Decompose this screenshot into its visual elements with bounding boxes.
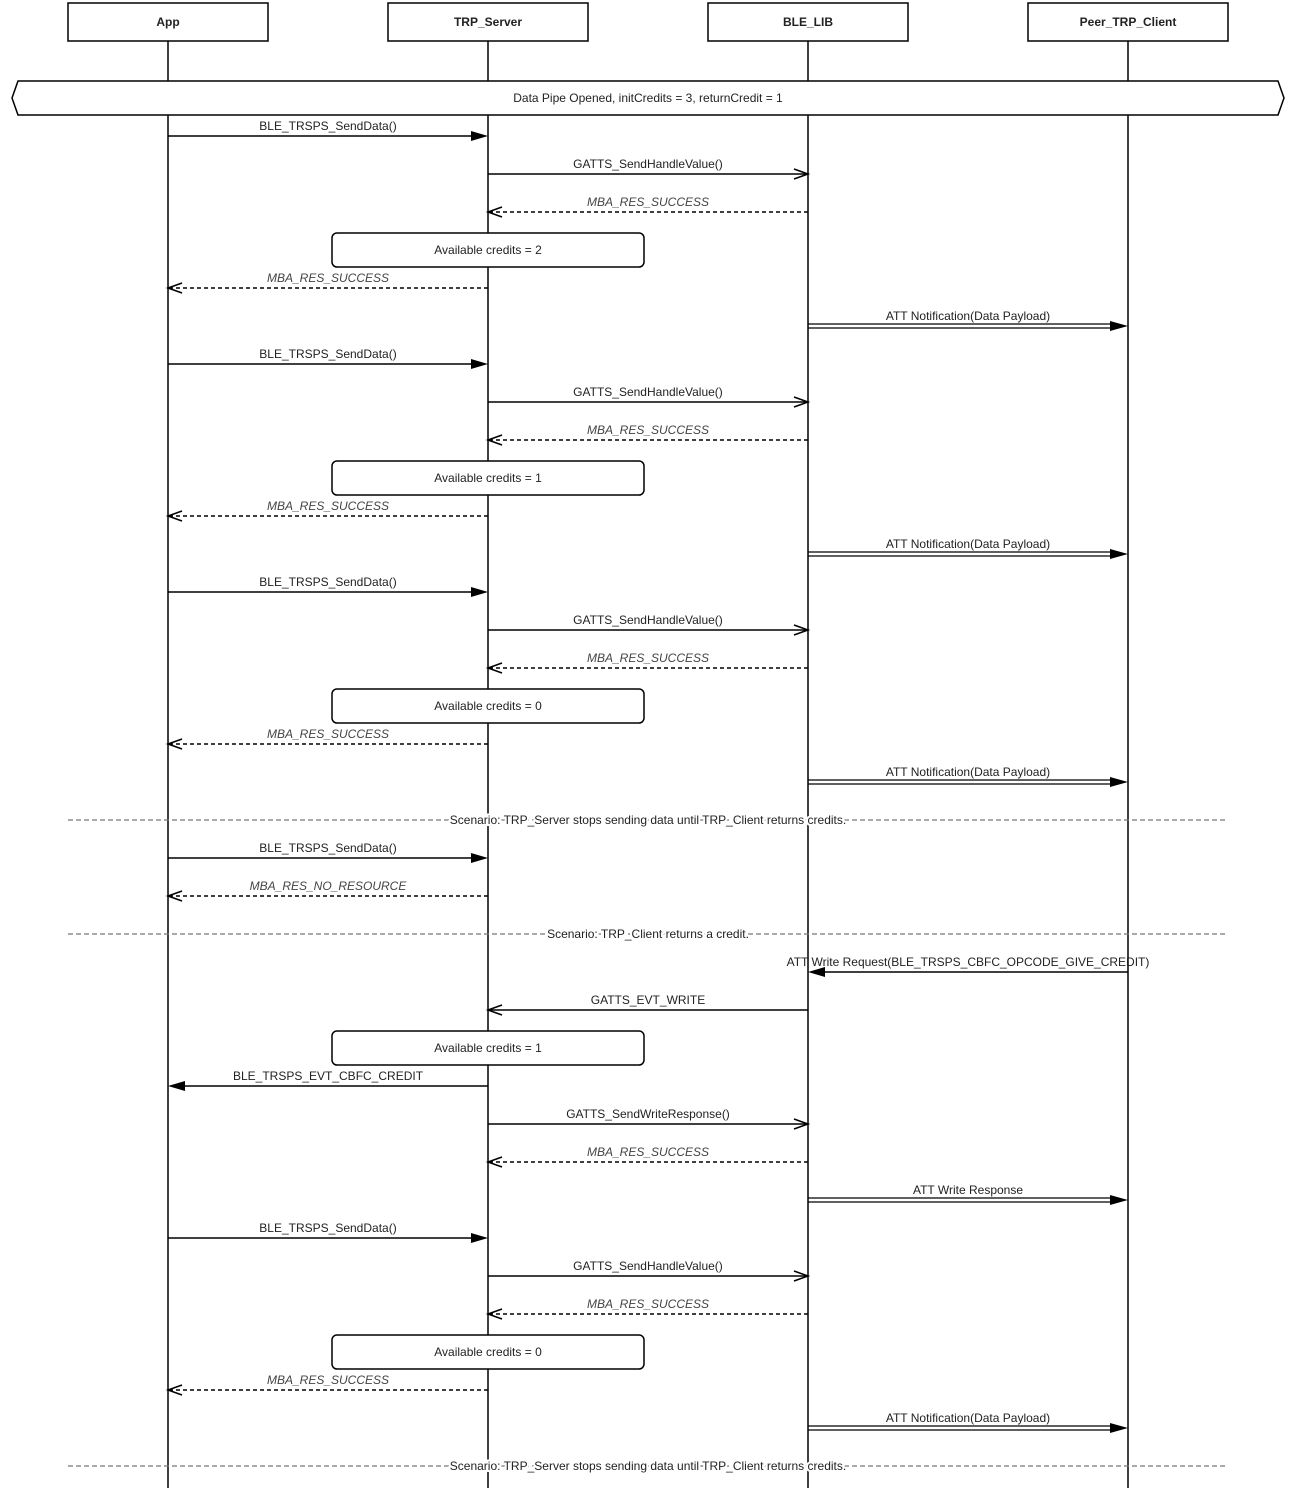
message-double	[808, 1183, 1128, 1205]
message-label: GATTS_SendHandleValue()	[573, 385, 723, 399]
message-double	[808, 765, 1128, 787]
credit-note	[332, 461, 644, 495]
arrow-head-icon	[1110, 1195, 1128, 1205]
message-label: ATT Notification(Data Payload)	[885, 309, 1051, 323]
credit-note	[332, 1335, 644, 1369]
message-label: MBA_RES_SUCCESS	[586, 651, 710, 665]
arrow-head-icon	[471, 131, 488, 141]
arrow-head-icon	[1110, 321, 1128, 331]
divider-label: Scenario: TRP_Client returns a credit.	[547, 927, 749, 941]
message-label: ATT Write Response	[912, 1183, 1024, 1197]
message-label: GATTS_SendWriteResponse()	[566, 1107, 730, 1121]
message-async	[488, 385, 808, 407]
credit-note	[332, 233, 644, 267]
note-label: Available credits = 0	[434, 699, 542, 713]
arrow-head-icon	[1110, 549, 1128, 559]
message-async	[488, 613, 808, 635]
actor-label: TRP_Server	[453, 15, 523, 29]
divider-label: Scenario: TRP_Server stops sending data until TRP_Client returns credits.	[449, 1459, 847, 1473]
actor-app	[68, 3, 268, 41]
message-label: BLE_TRSPS_SendData()	[259, 575, 397, 589]
note-label: Available credits = 1	[434, 1041, 542, 1055]
message-label: BLE_TRSPS_SendData()	[259, 1221, 397, 1235]
message-label: MBA_RES_SUCCESS	[266, 1373, 390, 1387]
message-return	[488, 1145, 808, 1167]
message-sync	[787, 955, 1150, 977]
divider-label: Scenario: TRP_Server stops sending data until TRP_Client returns credits.	[449, 813, 847, 827]
note-label: Available credits = 0	[434, 1345, 542, 1359]
message-label: GATTS_SendHandleValue()	[573, 157, 723, 171]
arrow-head-icon	[471, 1233, 488, 1243]
message-label: MBA_RES_SUCCESS	[266, 271, 390, 285]
message-label: GATTS_SendHandleValue()	[573, 1259, 723, 1273]
message-label: MBA_RES_SUCCESS	[266, 727, 390, 741]
banner-label: Data Pipe Opened, initCredits = 3, returnCredit = 1	[513, 91, 783, 105]
message-async	[488, 993, 808, 1015]
message-return	[168, 1373, 488, 1395]
note-label: Available credits = 1	[434, 471, 542, 485]
message-label: BLE_TRSPS_SendData()	[259, 841, 397, 855]
message-label: MBA_RES_SUCCESS	[586, 1145, 710, 1159]
message-sync	[168, 575, 488, 597]
message-async	[488, 1107, 808, 1129]
message-label: MBA_RES_NO_RESOURCE	[249, 879, 407, 893]
message-label: ATT Notification(Data Payload)	[885, 537, 1051, 551]
message-double	[808, 309, 1128, 331]
message-sync	[168, 841, 488, 863]
credit-note	[332, 1031, 644, 1065]
actor-label: App	[156, 15, 180, 29]
message-return	[168, 879, 488, 901]
scenario-divider	[68, 927, 1228, 941]
actor-trp-server	[388, 3, 588, 41]
message-return	[168, 727, 488, 749]
actor-ble-lib	[708, 3, 908, 41]
message-async	[488, 1259, 808, 1281]
message-label: GATTS_SendHandleValue()	[573, 613, 723, 627]
message-return	[488, 195, 808, 217]
scenario-divider	[68, 813, 1228, 827]
actor-label: Peer_TRP_Client	[1079, 15, 1177, 29]
actor-peer-trp-client	[1028, 3, 1228, 41]
message-return	[168, 499, 488, 521]
arrow-head-icon	[471, 853, 488, 863]
arrow-head-icon	[1110, 1423, 1128, 1433]
message-async	[488, 157, 808, 179]
message-label: BLE_TRSPS_EVT_CBFC_CREDIT	[232, 1069, 424, 1083]
message-double	[808, 537, 1128, 559]
message-label: BLE_TRSPS_SendData()	[259, 347, 397, 361]
message-label: MBA_RES_SUCCESS	[586, 1297, 710, 1311]
message-return	[488, 651, 808, 673]
message-sync	[168, 119, 488, 141]
message-sync	[168, 1221, 488, 1243]
message-label: ATT Notification(Data Payload)	[885, 1411, 1051, 1425]
message-return	[168, 271, 488, 293]
credit-note	[332, 689, 644, 723]
arrow-head-icon	[471, 359, 488, 369]
arrow-head-icon	[168, 1081, 185, 1091]
message-label: ATT Write Request(BLE_TRSPS_CBFC_OPCODE_GIVE_CREDIT)	[786, 955, 1150, 969]
message-label: MBA_RES_SUCCESS	[266, 499, 390, 513]
message-label: GATTS_EVT_WRITE	[590, 993, 706, 1007]
arrow-head-icon	[471, 587, 488, 597]
message-label: BLE_TRSPS_SendData()	[259, 119, 397, 133]
message-return	[488, 423, 808, 445]
actor-label: BLE_LIB	[782, 15, 834, 29]
scenario-divider	[68, 1459, 1228, 1473]
note-label: Available credits = 2	[434, 243, 542, 257]
message-double	[808, 1411, 1128, 1433]
data-pipe-banner	[12, 81, 1284, 115]
message-label: ATT Notification(Data Payload)	[885, 765, 1051, 779]
message-label: MBA_RES_SUCCESS	[586, 195, 710, 209]
arrow-head-icon	[1110, 777, 1128, 787]
message-sync	[168, 347, 488, 369]
message-label: MBA_RES_SUCCESS	[586, 423, 710, 437]
message-return	[488, 1297, 808, 1319]
message-sync	[168, 1069, 488, 1091]
